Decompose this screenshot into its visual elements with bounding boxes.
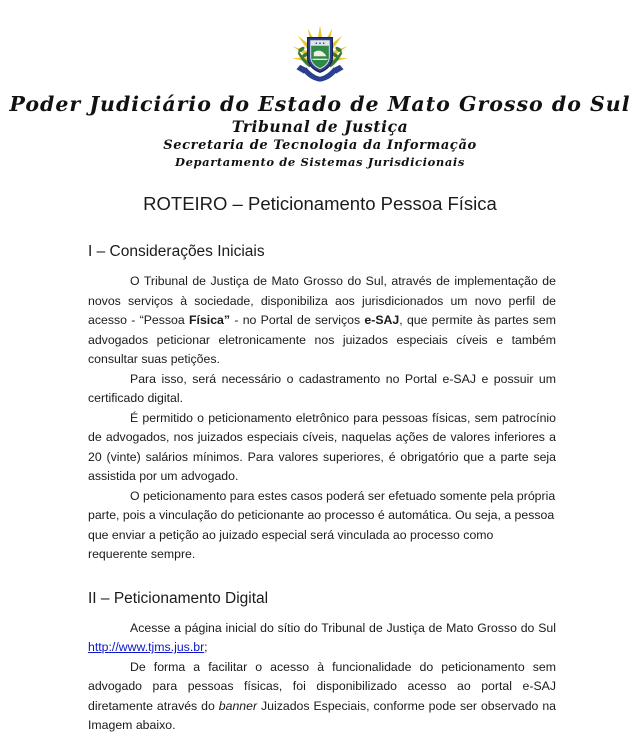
section-heading-two: II – Peticionamento Digital xyxy=(88,589,269,607)
page-title: ROTEIRO – Peticionamento Pessoa Física xyxy=(143,193,497,214)
tjms-portal-link[interactable]: http://www.tjms.jus.br xyxy=(88,640,205,654)
paragraph-digital-1 xyxy=(88,619,556,658)
paragraph-considerations-3: É permitido o peticionamento eletrônico para pessoas físicas, sem patrocínio de advogados, nos juizados especiais cíveis, naquelas ações de valores inferiores a 20 (vinte) salários mínimos. Para valores superiores, é obrigatório que a parte seja assistida por um advogado. xyxy=(88,410,556,483)
para-digital2-text-1: De forma a facilitar o acesso à funcionalidade do peticionamento sem advogado para pessoas físicas, foi disponibilizado acesso ao portal e-SAJ diretamente através do xyxy=(88,659,556,713)
para1-text-3: , que permite às partes sem advogados peticionar eletronicamente nos juizados especiais cíveis e também consultar suas petições. xyxy=(88,313,557,366)
letterhead-line-1: Poder Judiciário do Estado de Mato Grosso do Sul xyxy=(9,92,631,116)
para-digital2-text-2: Juizados Especiais, conforme pode ser observado na Imagem abaixo. xyxy=(88,698,556,732)
paragraph-digital-2 xyxy=(88,658,556,736)
para1-bold-fisica: Física” xyxy=(189,313,231,327)
para1-text-1: O Tribunal de Justiça de Mato Grosso do Sul, através de implementação de novos serviços à sociedade, disponibiliza aos jurisdicionados um novo perfil de acesso - “Pessoa xyxy=(88,274,556,327)
para1-bold-esaj: e-SAJ xyxy=(364,313,400,327)
para-digital2-italic-banner: banner xyxy=(218,698,258,713)
letterhead-line-3: Secretaria de Tecnologia da Informação xyxy=(163,138,477,153)
paragraph-considerations-4: O peticionamento para estes casos poderá ser efetuado somente pela própria parte, pois a vinculação do peticionante ao processo é automática. Ou seja, a pessoa que enviar a petição ao juizado especial será vinculada ao processo como requerente sempre. xyxy=(88,488,556,561)
letterhead xyxy=(0,0,640,170)
letterhead-line-4: Departamento de Sistemas Jurisdicionais xyxy=(175,155,465,169)
paragraph-considerations-2: Para isso, será necessário o cadastramento no Portal e-SAJ e possuir um certificado digital. xyxy=(88,371,556,405)
document-body xyxy=(88,242,556,736)
letterhead-line-2: Tribunal de Justiça xyxy=(231,117,409,136)
para-digital-text: Acesse a página inicial do sítio do Tribunal de Justiça de Mato Grosso do Sul xyxy=(130,620,556,635)
section-heading-one: I – Considerações Iniciais xyxy=(88,243,265,260)
paragraph-considerations-1 xyxy=(88,272,556,370)
crest-container xyxy=(0,22,640,88)
para-digital-semicolon: ; xyxy=(204,640,208,654)
coat-of-arms-icon xyxy=(289,24,351,86)
para1-text-2: - no Portal de serviços xyxy=(230,313,365,327)
